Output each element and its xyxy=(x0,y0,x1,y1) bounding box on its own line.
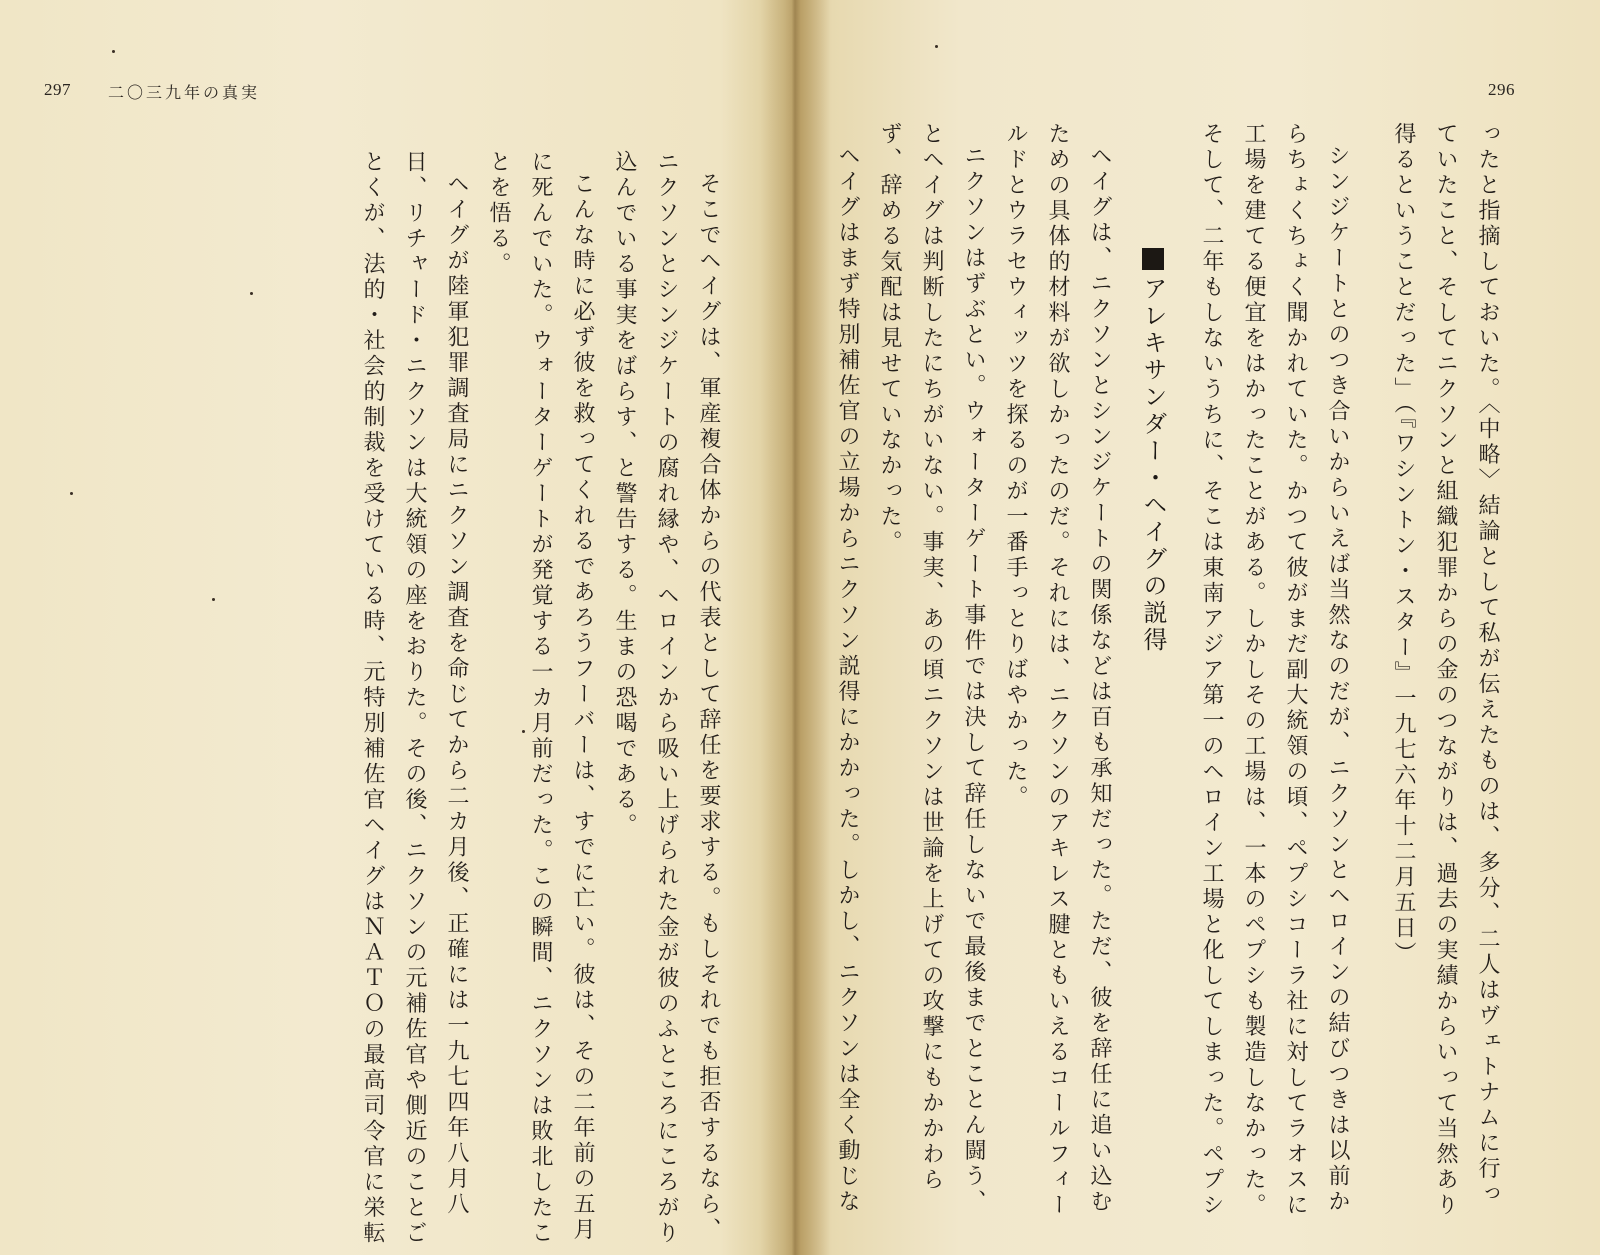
paragraph: ヘイグが陸軍犯罪調査局にニクソン調査を命じてから二カ月後、正確には一九七四年八月八日、リチャード・ニクソンは大統領の座をおりた。その後、ニクソンの元補佐官や側近のことごとくが、法的・社会的制裁を受けている時、元特別補佐官ヘイグはＮＡＴＯの最高司令官に栄転 xyxy=(360,150,469,1247)
paragraph: シンジケートとのつき合いからいえば当然なのだが、ニクソンとヘロインの結びつきは以前からちょくちょく聞かれていた。かつて彼がまだ副大統領の頃、ペプシコーラ社に対してラオスに工場を建てる便宜をはかったことがある。しかしその工場は、一本のペプシも製造しなかった。そして、二年もしないうちに、そこは東南アジア第一のヘロイン工場と化してしまった。ペプシ xyxy=(1199,122,1350,1219)
paper-speck xyxy=(935,45,938,48)
running-head: 二〇三九年の真実 xyxy=(108,83,261,102)
paragraph: そこでヘイグは、軍産複合体からの代表として辞任を要求する。もしそれでも拒否するなら、ニクソンとシンジケートの腐れ縁や、ヘロインから吸い上げられた金が彼のふところにころがり込んでいる事実をばらす、と警告する。生まの恐喝である。 xyxy=(612,150,721,1247)
left-page-body xyxy=(345,150,729,1250)
section-heading-text: アレキサンダー・ヘイグの説得 xyxy=(1139,276,1167,654)
paper-speck xyxy=(250,292,253,295)
right-page-number: 296 xyxy=(1488,80,1515,99)
right-page-section-body xyxy=(820,122,1120,1222)
paragraph: ったと指摘しておいた。〈中略〉結論として私が伝えたものは、多分、二人はヴェトナムに行っていたこと、そしてニクソンと組織犯罪からの金のつながりは、過去の実績からいって当然あり得るということだった」（『ワシントン・スター』一九七六年十二月五日） xyxy=(1391,122,1500,1219)
heading-square-icon xyxy=(1142,248,1164,270)
paper-speck xyxy=(112,50,115,53)
paragraph: こんな時に必ず彼を救ってくれるであろうフーバーは、すでに亡い。彼は、その二年前の五月に死んでいた。ウォーターゲートが発覚する一カ月前だった。この瞬間、ニクソンは敗北したことを悟る。 xyxy=(486,150,595,1247)
paper-speck xyxy=(212,598,215,601)
right-page-body-block xyxy=(1190,122,1358,1222)
paragraph: ヘイグは、ニクソンとシンジケートの関係などは百も承知だった。ただ、彼を辞任に追い込むための具体的材料が欲しかったのだ。それには、ニクソンのアキレス腱ともいえるコールフィールドとウラセウィッツを探るのが一番手っとりばやかった。 xyxy=(1003,122,1112,1219)
section-heading xyxy=(1132,248,1174,698)
paragraph: ニクソンはずぶとい。ウォーターゲート事件では決して辞任しないで最後までとことん闘う、とヘイグは判断したにちがいない。事実、あの頃ニクソンは世論を上げての攻撃にもかかわらず、辞める気配は見せていなかった。 xyxy=(877,122,986,1215)
left-page-number: 297 xyxy=(44,80,71,99)
paragraph: ヘイグはまず特別補佐官の立場からニクソン説得にかかった。しかし、ニクソンは全く動じな xyxy=(835,144,860,1215)
paper-speck xyxy=(522,730,525,733)
right-page-quote-block xyxy=(1358,122,1508,1222)
paper-speck xyxy=(70,492,73,495)
